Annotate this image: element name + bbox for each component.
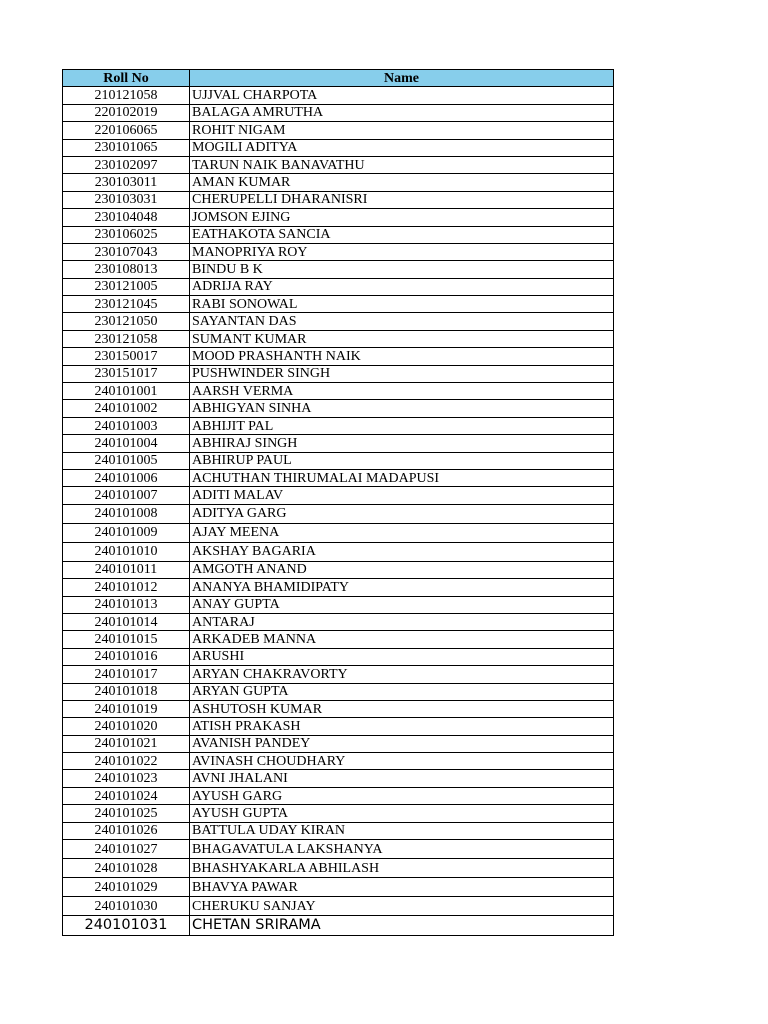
name-cell: AVANISH PANDEY <box>190 735 614 752</box>
name-cell: BINDU B K <box>190 261 614 278</box>
table-row <box>63 579 614 596</box>
roll-no-cell: 240101029 <box>63 878 190 897</box>
table-row <box>63 613 614 630</box>
roll-no-cell: 240101022 <box>63 753 190 770</box>
name-cell: AYUSH GUPTA <box>190 805 614 822</box>
name-cell: ABHIRUP PAUL <box>190 452 614 469</box>
name-cell: AMAN KUMAR <box>190 174 614 191</box>
roll-no-cell: 220106065 <box>63 122 190 139</box>
name-cell: MOGILI ADITYA <box>190 139 614 156</box>
roll-no-cell: 240101006 <box>63 469 190 486</box>
name-cell: AVNI JHALANI <box>190 770 614 787</box>
name-cell: ARYAN CHAKRAVORTY <box>190 666 614 683</box>
roll-no-cell: 240101025 <box>63 805 190 822</box>
name-cell: BATTULA UDAY KIRAN <box>190 822 614 839</box>
roll-no-header: Roll No <box>63 70 190 87</box>
table-row <box>63 523 614 542</box>
name-cell: ADITI MALAV <box>190 487 614 504</box>
roll-no-cell: 230102097 <box>63 156 190 173</box>
table-row <box>63 822 614 839</box>
name-cell: SUMANT KUMAR <box>190 330 614 347</box>
roll-no-cell: 240101012 <box>63 579 190 596</box>
table-row <box>63 487 614 504</box>
table-row <box>63 878 614 897</box>
roll-no-cell: 240101031 <box>63 916 190 936</box>
table-row <box>63 313 614 330</box>
table-row <box>63 735 614 752</box>
roll-no-cell: 240101016 <box>63 648 190 665</box>
table-row <box>63 296 614 313</box>
table-row <box>63 243 614 260</box>
name-cell: ANAY GUPTA <box>190 596 614 613</box>
table-row <box>63 261 614 278</box>
name-cell: ASHUTOSH KUMAR <box>190 700 614 717</box>
roll-no-cell: 230150017 <box>63 348 190 365</box>
table-row <box>63 469 614 486</box>
roll-no-cell: 240101027 <box>63 840 190 859</box>
table-row <box>63 504 614 523</box>
roll-no-cell: 230106025 <box>63 226 190 243</box>
name-cell: AVINASH CHOUDHARY <box>190 753 614 770</box>
name-cell: ABHIRAJ SINGH <box>190 435 614 452</box>
table-row <box>63 174 614 191</box>
name-cell: ADRIJA RAY <box>190 278 614 295</box>
name-cell: MANOPRIYA ROY <box>190 243 614 260</box>
roll-no-cell: 230104048 <box>63 209 190 226</box>
table-row <box>63 452 614 469</box>
table-row <box>63 666 614 683</box>
name-cell: ARUSHI <box>190 648 614 665</box>
table-row <box>63 631 614 648</box>
name-cell: SAYANTAN DAS <box>190 313 614 330</box>
table-row <box>63 683 614 700</box>
roll-no-cell: 240101017 <box>63 666 190 683</box>
name-cell: ANANYA BHAMIDIPATY <box>190 579 614 596</box>
roll-no-cell: 230121005 <box>63 278 190 295</box>
table-row <box>63 700 614 717</box>
roll-no-cell: 240101002 <box>63 400 190 417</box>
table-row <box>63 753 614 770</box>
table-row <box>63 348 614 365</box>
name-cell: AYUSH GARG <box>190 787 614 804</box>
table-row <box>63 278 614 295</box>
name-cell: ATISH PRAKASH <box>190 718 614 735</box>
name-cell: ROHIT NIGAM <box>190 122 614 139</box>
roll-no-cell: 230121050 <box>63 313 190 330</box>
table-row <box>63 561 614 578</box>
roll-no-cell: 240101026 <box>63 822 190 839</box>
name-cell: EATHAKOTA SANCIA <box>190 226 614 243</box>
table-row <box>63 897 614 916</box>
roll-no-cell: 240101009 <box>63 523 190 542</box>
table-row <box>63 542 614 561</box>
table-row <box>63 122 614 139</box>
table-row <box>63 139 614 156</box>
table-row <box>63 191 614 208</box>
roll-no-cell: 240101013 <box>63 596 190 613</box>
table-row <box>63 209 614 226</box>
table-row <box>63 383 614 400</box>
name-cell: AMGOTH ANAND <box>190 561 614 578</box>
table-body <box>63 87 614 936</box>
roll-no-cell: 240101019 <box>63 700 190 717</box>
roll-no-cell: 220102019 <box>63 104 190 121</box>
name-cell: CHERUPELLI DHARANISRI <box>190 191 614 208</box>
roll-no-cell: 240101011 <box>63 561 190 578</box>
table-row <box>63 718 614 735</box>
roll-no-cell: 210121058 <box>63 87 190 104</box>
name-cell: BHAGAVATULA LAKSHANYA <box>190 840 614 859</box>
table-row <box>63 916 614 936</box>
name-cell: ARKADEB MANNA <box>190 631 614 648</box>
roll-no-cell: 240101003 <box>63 417 190 434</box>
table-row <box>63 226 614 243</box>
name-cell: ADITYA GARG <box>190 504 614 523</box>
name-cell: AKSHAY BAGARIA <box>190 542 614 561</box>
name-cell: MOOD PRASHANTH NAIK <box>190 348 614 365</box>
roll-list-table <box>62 69 614 936</box>
table-row <box>63 400 614 417</box>
roll-no-cell: 230103011 <box>63 174 190 191</box>
roll-no-cell: 230151017 <box>63 365 190 382</box>
name-cell: ACHUTHAN THIRUMALAI MADAPUSI <box>190 469 614 486</box>
table-row <box>63 365 614 382</box>
name-cell: ABHIJIT PAL <box>190 417 614 434</box>
roll-no-cell: 240101010 <box>63 542 190 561</box>
name-cell: AARSH VERMA <box>190 383 614 400</box>
table-row <box>63 417 614 434</box>
roll-no-cell: 240101030 <box>63 897 190 916</box>
name-cell: ARYAN GUPTA <box>190 683 614 700</box>
roll-no-cell: 240101001 <box>63 383 190 400</box>
roll-no-cell: 230108013 <box>63 261 190 278</box>
table-row <box>63 840 614 859</box>
roll-no-cell: 230101065 <box>63 139 190 156</box>
name-cell: CHERUKU SANJAY <box>190 897 614 916</box>
roll-no-cell: 230107043 <box>63 243 190 260</box>
roll-no-cell: 240101024 <box>63 787 190 804</box>
roll-no-cell: 240101015 <box>63 631 190 648</box>
table-row <box>63 435 614 452</box>
roll-no-cell: 240101008 <box>63 504 190 523</box>
name-header: Name <box>190 70 614 87</box>
table-row <box>63 770 614 787</box>
name-cell: RABI SONOWAL <box>190 296 614 313</box>
name-cell: ANTARAJ <box>190 613 614 630</box>
name-cell: BHAVYA PAWAR <box>190 878 614 897</box>
name-cell: AJAY MEENA <box>190 523 614 542</box>
table-row <box>63 805 614 822</box>
name-cell: PUSHWINDER SINGH <box>190 365 614 382</box>
table-row <box>63 87 614 104</box>
table-row <box>63 596 614 613</box>
table-row <box>63 859 614 878</box>
name-cell: UJJVAL CHARPOTA <box>190 87 614 104</box>
roll-no-cell: 240101020 <box>63 718 190 735</box>
roll-no-cell: 240101018 <box>63 683 190 700</box>
roll-no-cell: 240101007 <box>63 487 190 504</box>
roll-no-cell: 240101023 <box>63 770 190 787</box>
roll-no-cell: 230103031 <box>63 191 190 208</box>
table-row <box>63 648 614 665</box>
roll-no-cell: 230121045 <box>63 296 190 313</box>
roll-no-cell: 240101004 <box>63 435 190 452</box>
table-row <box>63 787 614 804</box>
roll-no-cell: 240101021 <box>63 735 190 752</box>
table-row <box>63 104 614 121</box>
roll-no-cell: 230121058 <box>63 330 190 347</box>
table-row <box>63 156 614 173</box>
roll-no-cell: 240101014 <box>63 613 190 630</box>
table-row <box>63 330 614 347</box>
name-cell: BALAGA AMRUTHA <box>190 104 614 121</box>
roll-no-cell: 240101028 <box>63 859 190 878</box>
name-cell: ABHIGYAN SINHA <box>190 400 614 417</box>
name-cell: CHETAN SRIRAMA <box>190 916 614 936</box>
header-row <box>63 70 614 87</box>
name-cell: TARUN NAIK BANAVATHU <box>190 156 614 173</box>
roll-no-cell: 240101005 <box>63 452 190 469</box>
name-cell: JOMSON EJING <box>190 209 614 226</box>
name-cell: BHASHYAKARLA ABHILASH <box>190 859 614 878</box>
